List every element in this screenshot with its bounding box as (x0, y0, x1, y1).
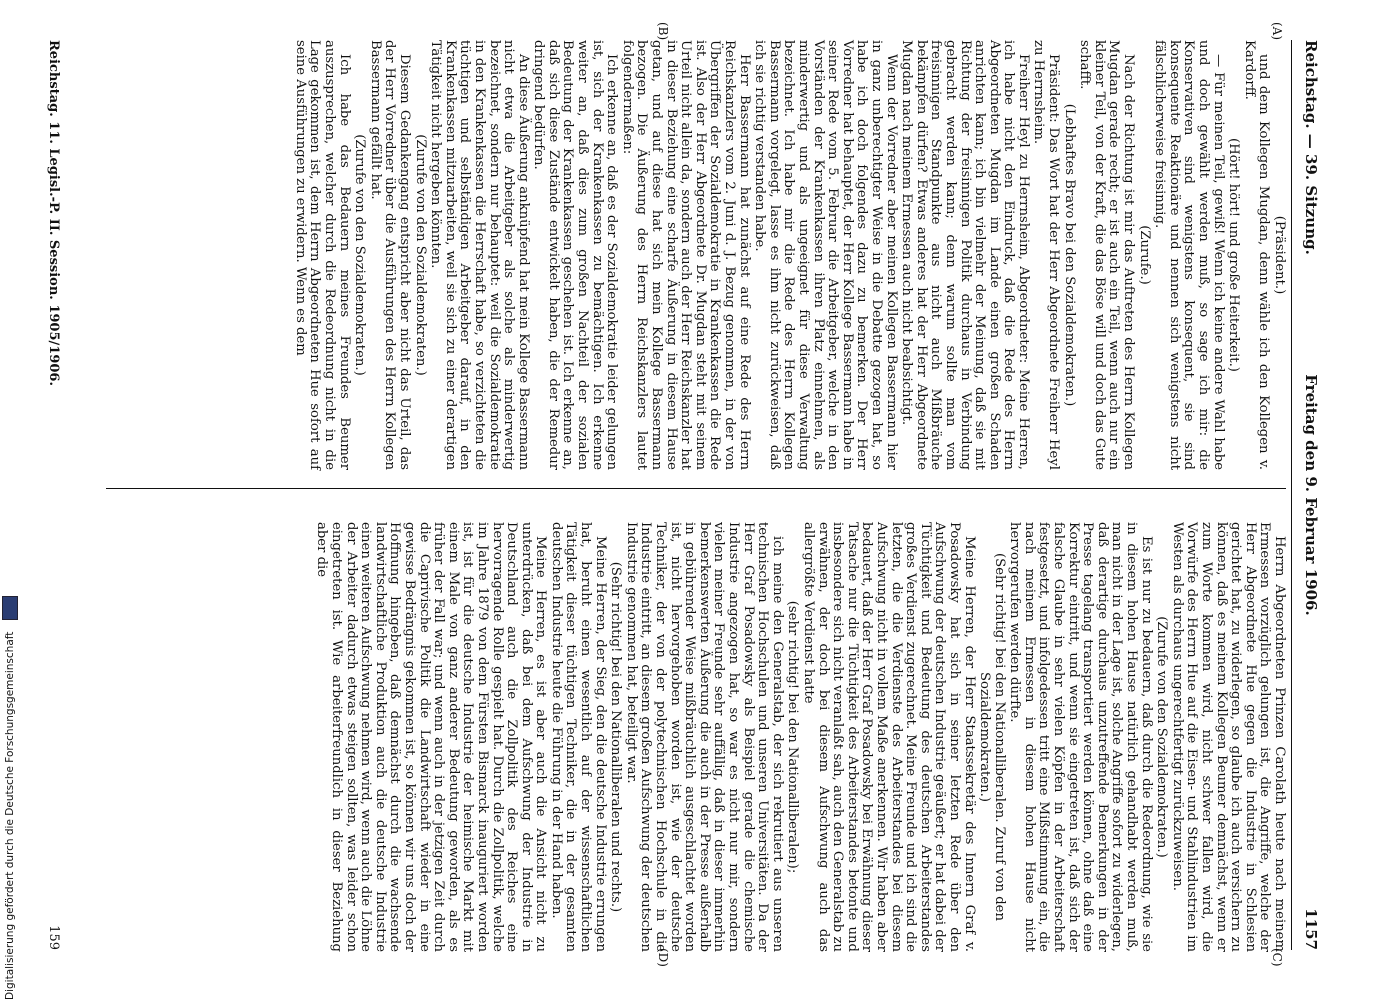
header-left: Reichstag. — 39. Sitzung. (1302, 40, 1320, 255)
page-header (1294, 40, 1324, 950)
paragraph: (Zurufe von den Sozialdemokraten.) (412, 134, 428, 376)
margin-mark-b: (B) (656, 22, 670, 41)
paragraph: (Zurufe von den Sozialdemokraten.) (1154, 616, 1170, 858)
side-note-text: Digitalisierung gefördert durch die Deutsche Forschungsgemeinschaft (4, 631, 16, 1000)
margin-mark-c: (C) (1270, 948, 1284, 967)
column-divider (106, 488, 1286, 489)
paragraph: Nach der Richtung ist mir das Auftreten des Herrn Kollegen Mugdan gerade recht; er ist auch ein Teil, wenn auch nur ein kleiner Teil, von der Kraft, die das Böse will und doch das Gute schafft. (1077, 40, 1137, 470)
paragraph: (Sehr richtig! bei den Nationalliberalen und rechts.) (608, 561, 624, 913)
paragraph: (Präsident.) (1272, 215, 1287, 295)
paragraph: Meine Herren, der Sieg, den die deutsche Industrie errungen hat, beruht einen wesentlich auf der wissenschaftlichen Tätigkeit dieser tüchtigen Techniker, die in der gesamten deutschen Industrie heute die Führung in der Hand haben. (548, 522, 608, 952)
paragraph: Es ist nur zu bedauern, daß durch die Redeordnung, wie sie in diesem hohen Hause natürlich gehandhabt werden muß, man nicht in der Lage ist, solche Angriffe sofort zu widerlegen, daß derartige durchaus unzutreffende Bemerkungen in der Presse tagelang transportiert werden können, ohne daß eine Korrektur eintritt, und wenn sie eingetreten ist, daß sich der falsche Glaube in sehr vielen Köpfen in der Arbeiterschaft festgesetzt, und infolgedessen tritt eine Mißstimmung ein, die nach meinem Ermessen in diesem hohen Hause nicht hervorgerufen werden dürfte. (1007, 522, 1154, 952)
left-text-column (291, 40, 1286, 470)
margin-mark-a: (A) (1270, 22, 1284, 41)
paragraph: ich meine den Generalstab, der sich rekrutiert aus unseren technischen Hochschulen und unseren Universitäten. Da der Herr Graf Posadowsky als Beispiel gerade die chemische Industrie angezogen hat, so war es nicht nur mir, sondern vielen meiner Freunde sehr auffällig, daß in dieser immerhin bemerkenswerten Äußerung die auch in der Presse außerhalb in gebührender Weise mißbräuchlich ausgeschlachtet worden ist, nicht hervorgehoben worden ist, wie der deutsche Techniker, der von der polytechnischen Hochschule in die Industrie eintritt, an diesem großen Aufschwung der deutschen Industrie genommen hat, beteiligt war. (623, 522, 785, 952)
paragraph: (Lebhaftes Bravo bei den Sozialdemokraten.) (1061, 103, 1077, 407)
paragraph: (Zurufe von den Sozialdemokraten.) (352, 134, 368, 376)
header-rule (1291, 40, 1292, 950)
paragraph: Ich erkenne an, daß es der Sozialdemokratie leider gelungen ist, sich der Krankenkassen zu bemächtigen. Ich erkenne weiter an, daß dies zum großen Nachteil der sozialen Bedeutung der Krankenkassen geschehen ist. Ich erkenne an, daß sich diese Zustände entwickelt haben, die der Remedur dringend bedürfen. (531, 40, 620, 470)
paragraph: — Für meinen Teil, gewiß! Wenn ich keine andere Wahl habe und doch gewählt werden muß, so sage ich mir: die Konservativen sind wenigstens konsequent, sie sind konsequente Reaktionäre und nennen sich wenigstens nicht fälschlicherweise freisinnig. (1152, 40, 1226, 470)
paragraph: Meine Herren, der Herr Staatssekretär des Innern Graf v. Posadowsky hat sich in seiner letzten Rede über den Aufschwung der deutschen Industrie geäußert; er hat dabei der Tüchtigkeit und Bedeutung des deutschen Arbeiterstandes großes Verdienst zugerechnet. Meine Freunde und ich sind die letzten, die die Verdienste des Arbeiterstandes bei diesem Aufschwung nicht in vollem Maße anerkennen. Wir haben aber bedauert, daß der Herr Graf Posadowsky bei Erwähnung dieser Tatsache nur die Tüchtigkeit des Arbeiterstandes betonte und insbesondere sich nicht veranlaßt sah, auch den Generalstab zu erwähnen, der doch bei diesem Aufschwung auch das allergrößte Verdienst hatte (801, 522, 977, 952)
paragraph: Ich habe das Bedauern meines Freundes Beumer auszusprechen, welcher durch die Redeordnung nicht in die Lage gekommen ist, dem Herrn Abgeordneten Hue sofort auf seine Ausführungen zu erwidern. Wenn es dem (292, 40, 352, 470)
paragraph: Herr Bassermann hat zunächst auf eine Rede des Herrn Reichskanzlers vom 2. Juni d. J. Bezug genommen, in der von Übergriffen der Sozialdemokratie in Krankenkassen die Rede ist. Also der Herr Abgeordnete Dr. Mugdan steht mit seinem Urteil nicht allein da, sondern auch der Herr Reichskanzler hat in dieser Beziehung eine scharfe Äußerung in diesem Hause getan, und auf diese hat sich mein Kollege Bassermann bezogen. Die Äußerung des Herrn Reichskanzlers lautet folgendermaßen: (619, 40, 752, 470)
dfg-logo-icon (2, 596, 18, 620)
side-digitization-note (0, 0, 20, 1000)
footer-page-number: 159 (46, 925, 61, 950)
paragraph: Meine Herren, es ist aber auch die Ansicht nicht zu unterdrücken, daß bei dem Aufschwung der Industrie in Deutschland auch die Zollpolitik des Reiches eine hervorragende Rolle gespielt hat. Durch die Zollpolitik, welche im Jahre 1879 von dem Fürsten Bismarck inauguriert worden ist, ist für die deutsche Industrie der heimische Markt mit einem Male von ganz anderer Bedeutung geworden, als es früher der Fall war; und wenn auch in der jetzigen Zeit durch die Caprivische Politik die Landwirtschaft wieder in eine gewisse Bedrängnis gekommen ist, so können wir uns doch der Hoffnung hingeben, daß demnächst durch die wachsende landwirtschaftliche Produktion auch die deutsche Industrie einen weiteren Aufschwung nehmen wird, wenn auch die Löhne der Arbeiter dadurch etwas steigen sollten, was leider schon eingetreten ist. Wie arbeiterfreundlich in dieser Beziehung aber die (314, 522, 549, 952)
paragraph: Präsident: Das Wort hat der Herr Abgeordnete Freiherr Heyl zu Herrnsheim. (1031, 40, 1062, 470)
paragraph: (Zurufe.) (1136, 225, 1152, 285)
paragraph: und dem Kollegen Mugdan, denn wähle ich den Kollegen v. Kardorff. (1241, 40, 1272, 470)
rotated-newspaper-page (40, 0, 1330, 990)
paragraph: An diese Äußerung anknüpfend hat mein Kollege Bassermann nicht etwa die Arbeitgeber als solche als minderwertig bezeichnet, sondern nur behauptet: weil die Sozialdemokratie in den Krankenkassen die Herrschaft habe, so verzichteten die tüchtigen und selbständigen Arbeitgeber darauf, in den Krankenkassen mitzuarbeiten, weil sie sich zu einer derartigen Tätigkeit nicht hergeben könnten. (428, 40, 531, 470)
paragraph: (Hört! hört! und große Heiterkeit.) (1226, 138, 1242, 372)
margin-mark-d: (D) (656, 948, 670, 967)
paragraph: (sehr richtig! bei den Nationalliberalen); (785, 600, 801, 874)
paragraph: (Sehr richtig! bei den Nationalliberalen. Zuruf von den Sozialdemokraten.) (977, 553, 1007, 921)
paragraph: Herrn Abgeordneten Prinzen Carolath heute nach meinem Ermessen vorzüglich gelungen ist, die Angriffe, welche der Herr Abgeordnete Hue gegen die Industrie in Schlesien gerichtet hat, zu widerlegen, so glaube ich auch versichern zu können, daß es meinem Kollegen Beumer demnächst, wenn er zum Worte kommen wird, nicht schwer fallen wird, die Vorwürfe des Herrn Hue auf die Eisen- und Stahlindustrien im Westen als durchaus ungerechtfertigt zurückzuweisen. (1169, 522, 1287, 952)
paragraph: Freiherr Heyl zu Herrnsheim, Abgeordneter: Meine Herren, ich habe nicht den Eindruck, daß die Rede des Herrn Abgeordneten Mugdan im Lande einen großen Schaden anrichten kann; ich bin vielmehr der Meinung, daß sie mit Richtung der freisinnigen Politik durchaus in Verbindung gebracht werden kann; denn warum sollte man vom freisinnigen Standpunkte aus nicht auch Mißbräuche bekämpfen dürfen? Etwas anderes hat der Herr Abgeordnete Mugdan nach meinem Ermessen auch nicht beabsichtigt. (899, 40, 1031, 470)
footer-source: Reichstag. 11. Legisl.-P. II. Session. 1905/1906. (46, 40, 61, 386)
right-text-column (313, 522, 1286, 952)
paragraph: Wenn der Vorredner aber meinen Kollegen Bassermann hier in ganz unberechtigter Weise in die Debatte gezogen hat, so habe ich doch folgendes dazu zu bemerken. Der Herr Vorredner hat behauptet, der Herr Kollege Bassermann habe in seiner Rede vom 5. Februar die Arbeitgeber, welche in den Vorständen der Krankenkassen ihren Platz einnehmen, als minderwertig und als ungeeignet für diese Verwaltung bezeichnet. Ich habe mir die Rede des Herrn Kollegen Bassermann vorgelegt, lasse es ihm nicht zurückweisen, daß ich sie richtig verstanden habe. (752, 40, 899, 470)
header-page-number: 1157 (1302, 908, 1320, 950)
header-center: Freitag den 9. Februar 1906. (1302, 374, 1320, 616)
paragraph: Diesem Gedankengang entspricht aber nicht das Urteil, das der Herr Vorredner über die Ausführungen des Herrn Kollegen Bassermann gefällt hat. (367, 40, 412, 470)
